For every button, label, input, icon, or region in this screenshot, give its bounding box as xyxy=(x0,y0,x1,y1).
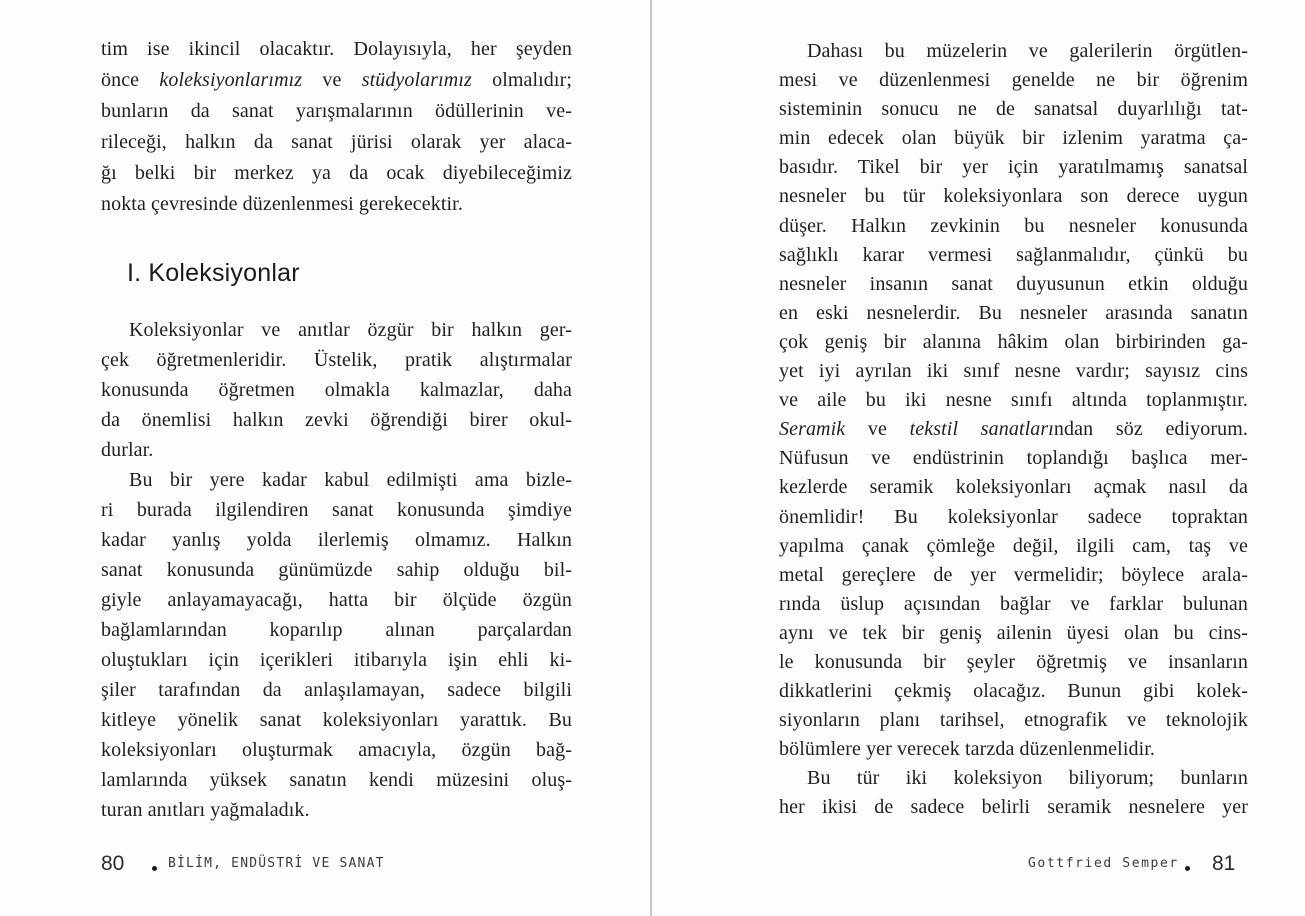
page-number-left: 80 xyxy=(101,852,125,875)
text-line: kitleye yönelik sanat koleksiyonları yarattık. Bu xyxy=(101,709,572,731)
text-line: çek öğretmenleridir. Üstelik, pratik alıştırmalar xyxy=(101,349,572,371)
text-line: çok geniş bir alanına hâkim olan birbirinden ga- xyxy=(779,330,1248,353)
text-line: aynı ve tek bir geniş ailenin üyesi olan bu cins- xyxy=(779,621,1248,644)
text-line: mesi ve düzenlenmesi genelde ne bir öğrenim xyxy=(779,69,1248,92)
text-line: ri burada ilgilendiren sanat konusunda şimdiye xyxy=(101,499,572,521)
text-line: oluştukları için içerikleri itibarıyla işin ehli ki- xyxy=(101,649,572,671)
text-line: Bu bir yere kadar kabul edilmişti ama bizle- xyxy=(129,469,572,491)
text-line: yet iyi ayrılan iki sınıf nesne vardır; sayısız cins xyxy=(779,360,1248,383)
text-line: tim ise ikincil olacaktır. Dolayısıyla, her şeyden xyxy=(101,38,572,60)
text-line: Dahası bu müzelerin ve galerilerin örgütlen- xyxy=(807,40,1248,62)
text-line: Bu tür iki koleksiyon biliyorum; bunların xyxy=(807,767,1248,790)
text-line: da önemlisi halkın zevki öğrendiği birer okul- xyxy=(101,409,572,431)
text-line: min edecek olan büyük bir izlenim yaratma ça- xyxy=(779,127,1248,150)
text-line: sanat konusunda günümüzde sahip olduğu bil- xyxy=(101,559,572,581)
text-line: rında üslup açısından bağlar ve farklar bulunan xyxy=(779,592,1248,615)
text-line: le konusunda bir şeyler öğretmiş ve insanların xyxy=(779,650,1248,673)
text-line: basıdır. Tikel bir yer için yaratılmamış sanatsal xyxy=(779,156,1248,179)
text-line: düşer. Halkın zevkinin bu nesneler konusunda xyxy=(779,214,1248,237)
page-gutter-divider xyxy=(650,0,652,916)
text-line: rileceği, halkın da sanat jürisi olarak yer alaca- xyxy=(101,131,572,153)
author-name: Gottfried Semper xyxy=(1028,856,1179,871)
text-line: önemlidir! Bu koleksiyonlar sadece topraktan xyxy=(779,505,1248,528)
text-line: durlar. xyxy=(101,439,154,461)
text-line: Nüfusun ve endüstrinin toplandığı başlıca mer- xyxy=(779,447,1248,470)
text-line: koleksiyonları oluşturmak amacıyla, özgün bağ- xyxy=(101,739,572,761)
text-line: kezlerde seramik koleksiyonları açmak nasıl da xyxy=(779,476,1248,499)
text-line: bunların da sanat yarışmalarının ödüllerinin ve- xyxy=(101,100,572,122)
text-line: ğı belki bir merkez ya da ocak diyebileceğimiz xyxy=(101,162,572,184)
text-line: ve aile bu iki nesne sınıfı altında toplanmıştır. xyxy=(779,389,1248,412)
text-line: turan anıtları yağmaladık. xyxy=(101,799,310,821)
right-body-paragraph-block xyxy=(779,37,1248,823)
left-body-paragraph-block xyxy=(101,315,572,825)
text-line: sisteminin sonucu ne de sanatsal duyarlılığı tat- xyxy=(779,98,1248,121)
text-line: Koleksiyonlar ve anıtlar özgür bir halkın ger- xyxy=(129,319,572,341)
text-line: kadar yanlış yolda ilerlemiş olmamız. Halkın xyxy=(101,529,572,551)
text-line: nesneler bu tür koleksiyonlara son derece uygun xyxy=(779,185,1248,208)
text-line: giyle anlayamayacağı, hatta bir ölçüde özgün xyxy=(101,589,572,611)
book-title: BİLİM, ENDÜSTRİ VE SANAT xyxy=(168,856,385,871)
footer-left xyxy=(101,851,521,881)
footer-dot-icon xyxy=(1185,866,1190,871)
text-line: şiler tarafından da anlaşılamayan, sadece bilgili xyxy=(101,679,572,701)
footer-right xyxy=(1028,851,1248,881)
text-line: lamlarında yüksek sanatın kendi müzesini oluş- xyxy=(101,769,572,791)
text-line: nokta çevresinde düzenlenmesi gerekecektir. xyxy=(101,193,463,215)
text-line: her ikisi de sadece belirli seramik nesnelere yer xyxy=(779,796,1248,819)
footer-dot-icon xyxy=(152,866,157,871)
text-line: Seramik ve tekstil sanatlarından söz ediyorum. xyxy=(779,418,1248,441)
text-line: nesneler insanın sanat duyusunun etkin olduğu xyxy=(779,272,1248,295)
text-line: metal gereçlere de yer vermelidir; böylece arala- xyxy=(779,563,1248,586)
text-line: siyonların planı tarihsel, etnografik ve teknolojik xyxy=(779,709,1248,732)
text-line: bağlamlarından koparılıp alınan parçalardan xyxy=(101,619,572,641)
text-line: önce koleksiyonlarımız ve stüdyolarımız olmalıdır; xyxy=(101,69,572,91)
text-line: sağlıklı karar vermesi sağlanmalıdır, çünkü bu xyxy=(779,243,1248,266)
section-heading: I. Koleksiyonlar xyxy=(127,259,300,287)
text-line: konusunda öğretmen olmakla kalmazlar, daha xyxy=(101,379,572,401)
text-line: yapılma çanak çömleğe değil, ilgili cam, taş ve xyxy=(779,534,1248,557)
left-intro-paragraph-block xyxy=(101,34,572,220)
page-number-right: 81 xyxy=(1212,852,1236,875)
text-line: bölümlere yer verecek tarzda düzenlenmelidir. xyxy=(779,738,1155,761)
text-line: dikkatlerini çekmiş olacağız. Bunun gibi kolek- xyxy=(779,680,1248,703)
text-line: en eski nesnelerdir. Bu nesneler arasında sanatın xyxy=(779,301,1248,324)
